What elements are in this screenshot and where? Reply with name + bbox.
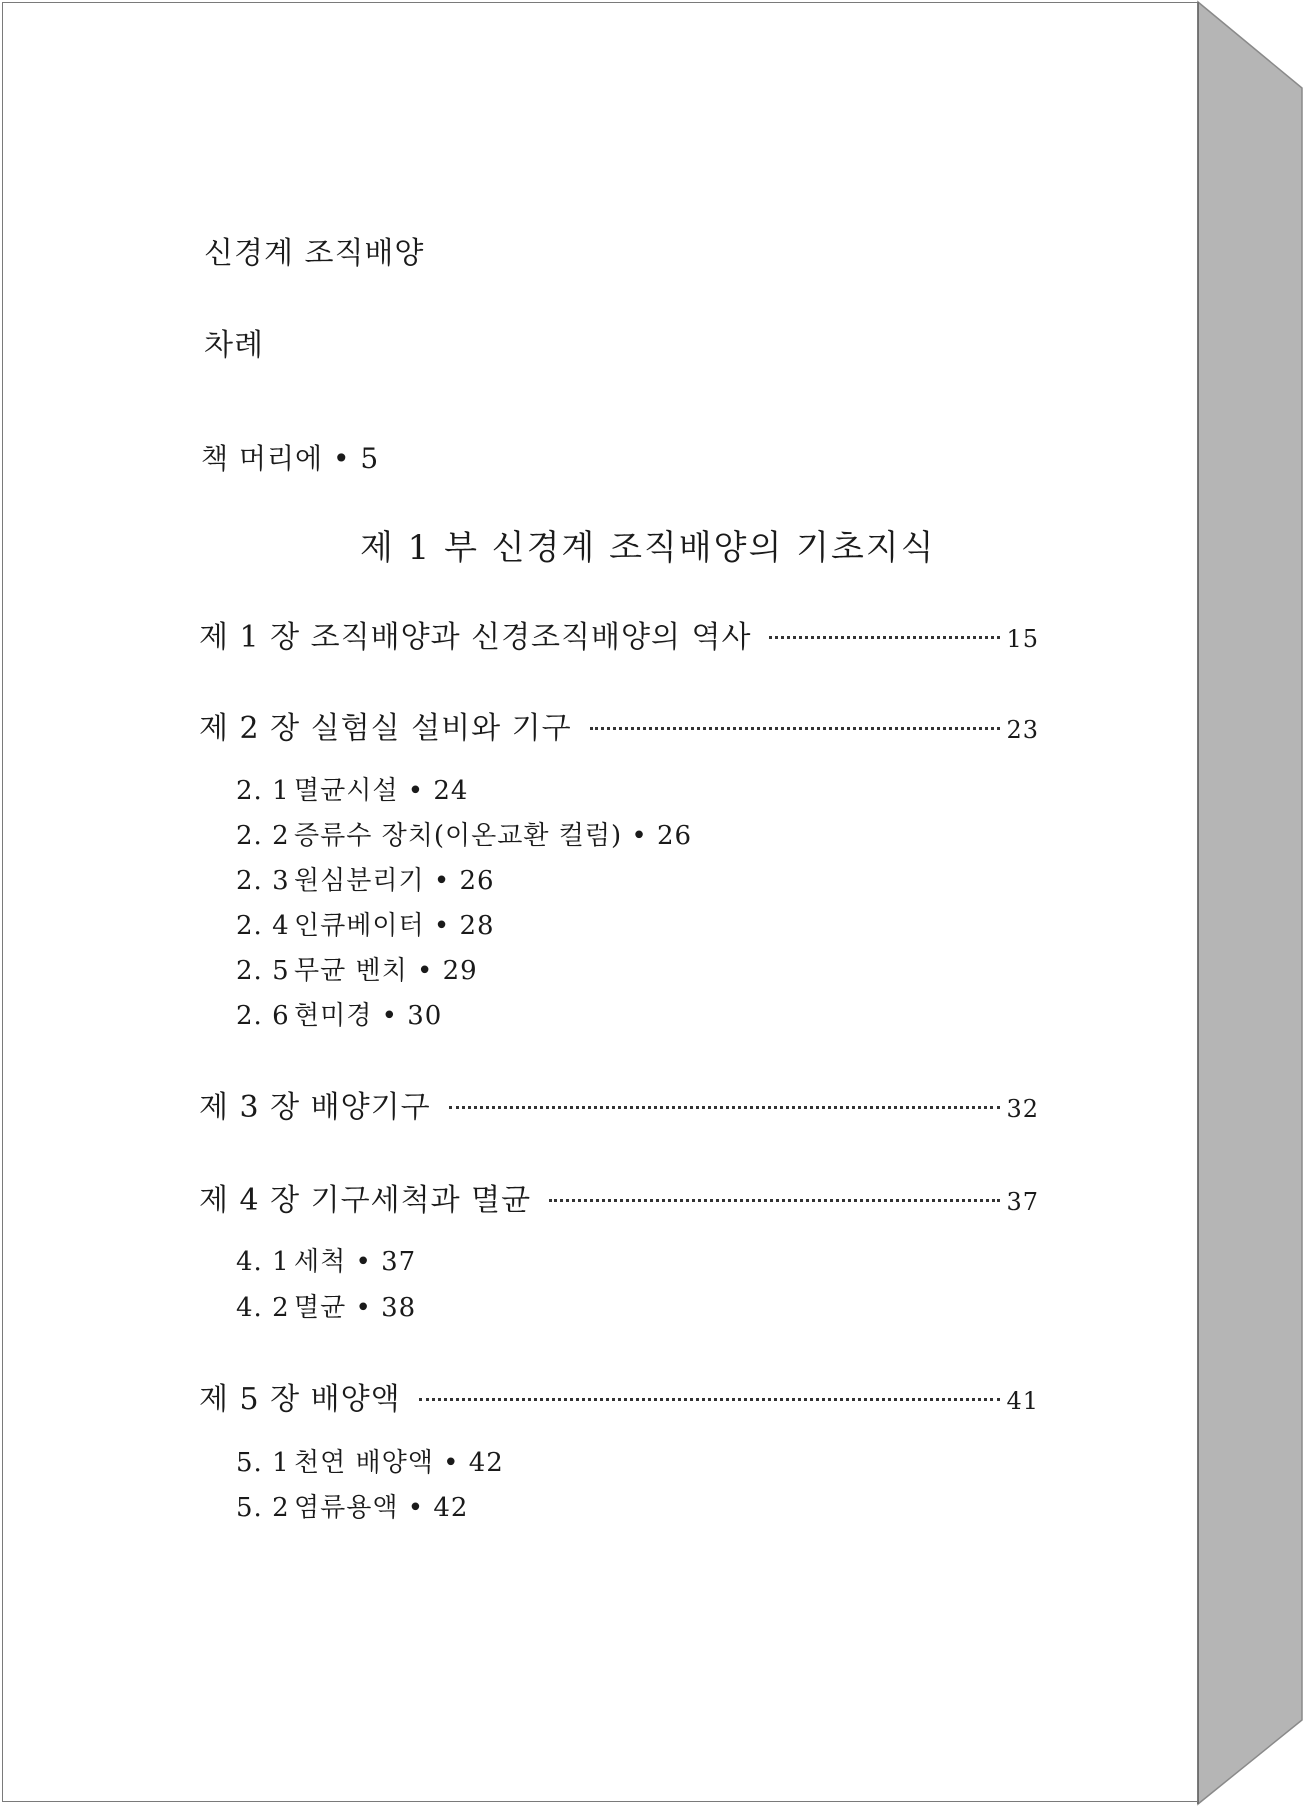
section-title: 무균 벤치 • 29 [294, 956, 478, 986]
chapter-label: 제 5 장 배양액 [199, 1382, 401, 1417]
section-title: 멸균시설 • 24 [294, 776, 469, 806]
chapter-page-number: 23 [1006, 716, 1039, 744]
toc-heading: 차례 [204, 328, 264, 363]
toc-section [236, 1487, 468, 1524]
section-number: 5. 1 [236, 1448, 290, 1478]
book-title: 신경계 조직배양 [204, 236, 425, 271]
section-number: 4. 1 [236, 1247, 290, 1277]
toc-chapter-3 [199, 1082, 1039, 1125]
toc-section [236, 950, 478, 987]
section-number: 2. 3 [236, 866, 290, 896]
toc-chapter-5 [199, 1374, 1039, 1417]
preface-entry: 책 머리에 • 5 [201, 442, 380, 475]
section-title: 세척 • 37 [294, 1247, 417, 1277]
section-title: 현미경 • 30 [294, 1001, 443, 1031]
toc-chapter-4 [199, 1175, 1039, 1218]
toc-section [236, 815, 692, 852]
chapter-page-number: 15 [1006, 625, 1039, 653]
toc-section [236, 905, 495, 942]
chapter-label: 제 4 장 기구세척과 멸균 [199, 1183, 532, 1218]
toc-section [236, 995, 442, 1032]
dot-leader [769, 636, 1000, 639]
book-page [2, 2, 1198, 1802]
dot-leader [419, 1398, 1001, 1401]
chapter-page-number: 41 [1006, 1387, 1039, 1415]
section-title: 인큐베이터 • 28 [294, 911, 495, 941]
section-number: 2. 5 [236, 956, 290, 986]
section-number: 2. 1 [236, 776, 290, 806]
section-number: 5. 2 [236, 1493, 290, 1523]
toc-section [236, 860, 495, 897]
toc-section [236, 1287, 416, 1324]
toc-chapter-1 [199, 612, 1039, 655]
toc-section [236, 770, 468, 807]
section-title: 염류용액 • 42 [294, 1493, 469, 1523]
section-number: 2. 6 [236, 1001, 290, 1031]
section-title: 멸균 • 38 [294, 1293, 417, 1323]
dot-leader [549, 1199, 1000, 1202]
dot-leader [590, 727, 1001, 730]
section-title: 천연 배양액 • 42 [294, 1448, 504, 1478]
toc-section [236, 1241, 416, 1278]
toc-section [236, 1442, 504, 1479]
chapter-label: 제 2 장 실험실 설비와 기구 [199, 711, 572, 746]
section-number: 2. 2 [236, 821, 290, 851]
chapter-label: 제 3 장 배양기구 [199, 1090, 431, 1125]
section-number: 4. 2 [236, 1293, 290, 1323]
section-title: 증류수 장치(이온교환 컬럼) • 26 [294, 821, 693, 851]
part-heading: 제 1 부 신경계 조직배양의 기초지식 [360, 528, 936, 568]
dot-leader [449, 1106, 1001, 1109]
chapter-page-number: 37 [1006, 1188, 1039, 1216]
section-number: 2. 4 [236, 911, 290, 941]
chapter-page-number: 32 [1006, 1095, 1039, 1123]
section-title: 원심분리기 • 26 [294, 866, 495, 896]
toc-chapter-2 [199, 703, 1039, 746]
chapter-label: 제 1 장 조직배양과 신경조직배양의 역사 [199, 620, 752, 655]
